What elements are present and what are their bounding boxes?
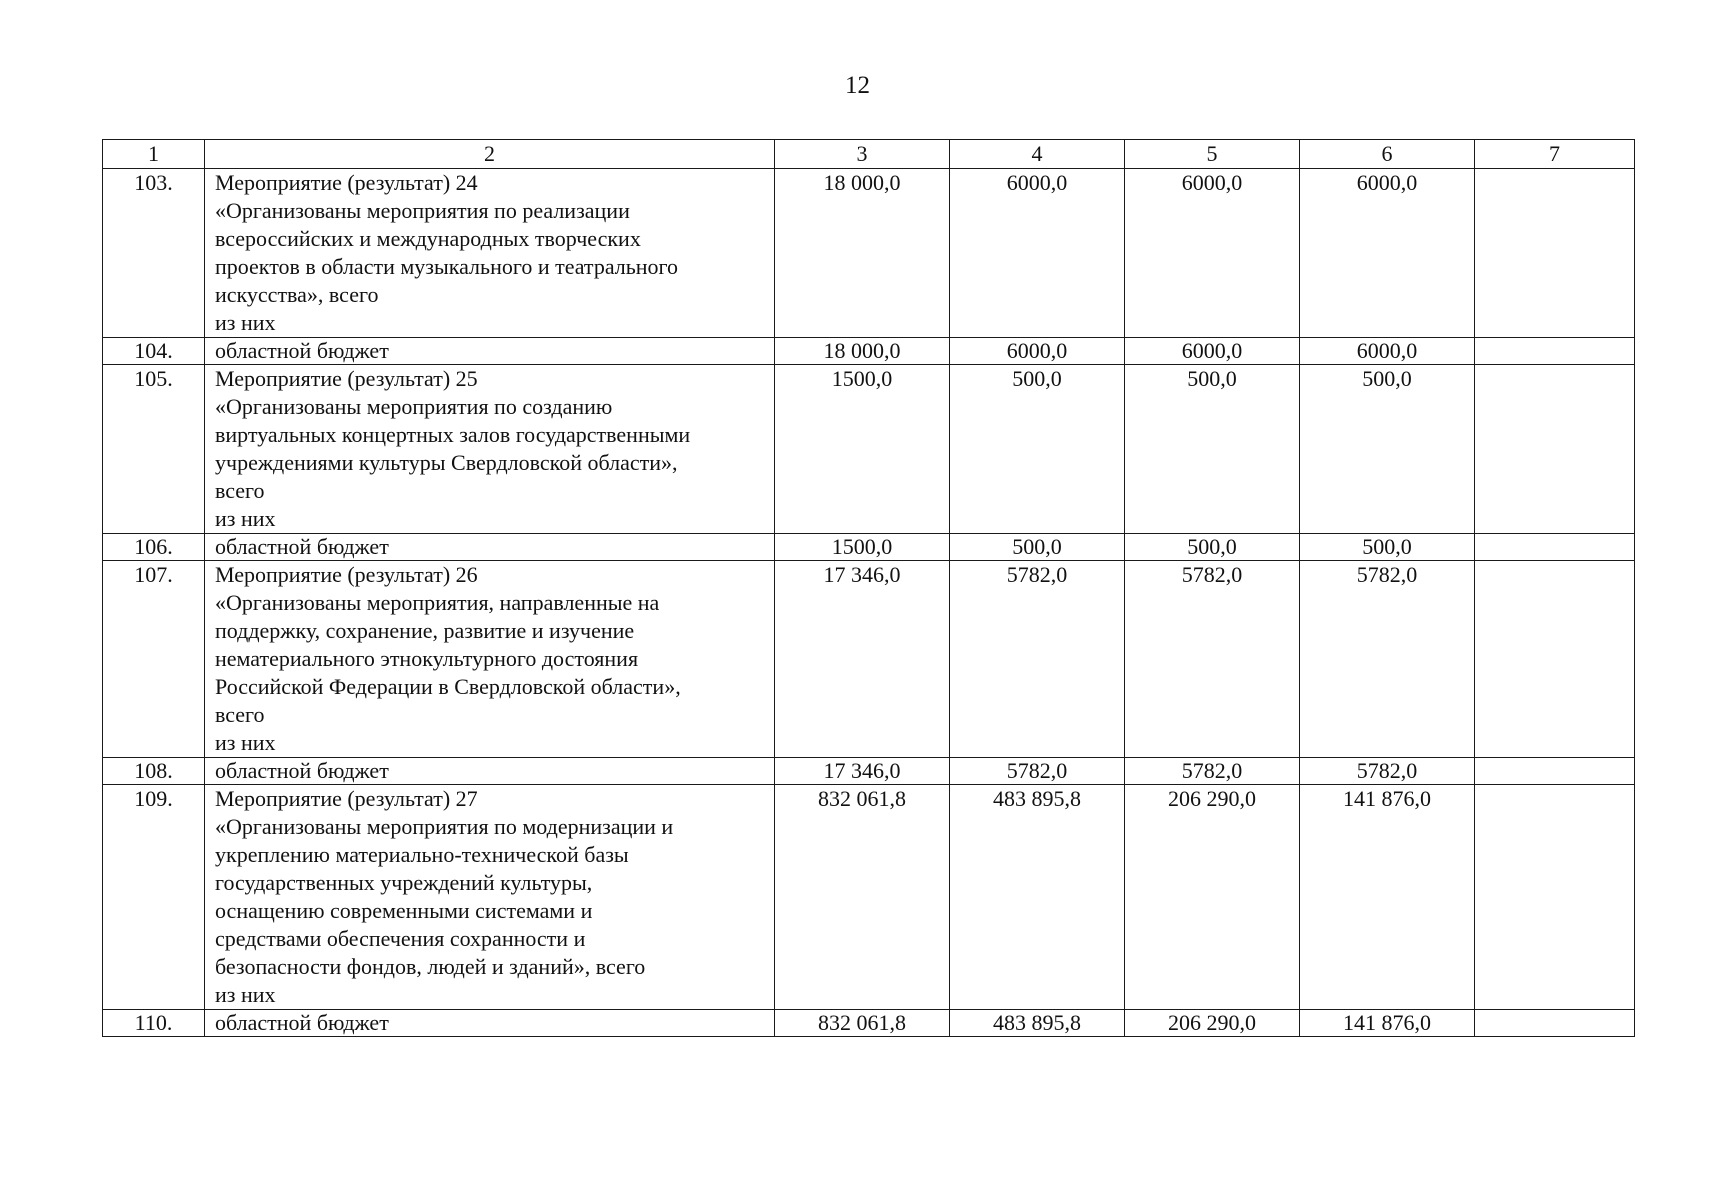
column-header: 4 xyxy=(950,140,1125,169)
column-header: 7 xyxy=(1475,140,1635,169)
description-line: Мероприятие (результат) 25 xyxy=(215,366,478,391)
value-cell-c5: 6000,0 xyxy=(1125,338,1300,365)
row-description xyxy=(205,365,775,534)
value-cell-c5: 6000,0 xyxy=(1125,169,1300,338)
value-cell-c7 xyxy=(1475,169,1635,338)
value-cell-c3: 1500,0 xyxy=(775,365,950,534)
value-cell-c6: 500,0 xyxy=(1300,534,1475,561)
row-number: 105. xyxy=(103,365,205,534)
value-cell-c7 xyxy=(1475,534,1635,561)
value-cell-c7 xyxy=(1475,561,1635,758)
description-line: укреплению материально-технической базы xyxy=(215,842,629,867)
value-cell-c4: 6000,0 xyxy=(950,338,1125,365)
value-cell-c6: 5782,0 xyxy=(1300,758,1475,785)
row-number: 103. xyxy=(103,169,205,338)
table-row xyxy=(103,561,1635,758)
value-cell-c6: 500,0 xyxy=(1300,365,1475,534)
description-line: безопасности фондов, людей и зданий», всего xyxy=(215,954,646,979)
table-row xyxy=(103,365,1635,534)
table-body xyxy=(103,169,1635,1037)
description-line: всего xyxy=(215,478,265,503)
column-header: 2 xyxy=(205,140,775,169)
description-line: «Организованы мероприятия по модернизации и xyxy=(215,814,674,839)
column-header: 3 xyxy=(775,140,950,169)
description-line: Мероприятие (результат) 27 xyxy=(215,786,478,811)
description-line: искусства», всего xyxy=(215,282,379,307)
value-cell-c7 xyxy=(1475,785,1635,1010)
description-line: проектов в области музыкального и театрального xyxy=(215,254,679,279)
row-number: 108. xyxy=(103,758,205,785)
value-cell-c5: 206 290,0 xyxy=(1125,785,1300,1010)
description-line: виртуальных концертных залов государственными xyxy=(215,422,691,447)
value-cell-c5: 5782,0 xyxy=(1125,758,1300,785)
value-cell-c7 xyxy=(1475,758,1635,785)
value-cell-c5: 206 290,0 xyxy=(1125,1010,1300,1037)
description-line: из них xyxy=(215,730,276,755)
table-row xyxy=(103,1010,1635,1037)
description-line: поддержку, сохранение, развитие и изучение xyxy=(215,618,635,643)
row-description xyxy=(205,338,775,365)
value-cell-c3: 832 061,8 xyxy=(775,1010,950,1037)
row-description xyxy=(205,758,775,785)
description-line: Мероприятие (результат) 24 xyxy=(215,170,478,195)
description-line: всероссийских и международных творческих xyxy=(215,226,641,251)
row-number: 104. xyxy=(103,338,205,365)
value-cell-c4: 483 895,8 xyxy=(950,1010,1125,1037)
page-number: 12 xyxy=(845,72,870,99)
table-row xyxy=(103,338,1635,365)
description-line: из них xyxy=(215,982,276,1007)
description-line: из них xyxy=(215,310,276,335)
value-cell-c3: 18 000,0 xyxy=(775,338,950,365)
description-line: оснащению современными системами и xyxy=(215,898,593,923)
description-line: из них xyxy=(215,506,276,531)
value-cell-c7 xyxy=(1475,1010,1635,1037)
value-cell-c3: 18 000,0 xyxy=(775,169,950,338)
value-cell-c4: 483 895,8 xyxy=(950,785,1125,1010)
value-cell-c3: 17 346,0 xyxy=(775,561,950,758)
value-cell-c5: 500,0 xyxy=(1125,534,1300,561)
value-cell-c4: 6000,0 xyxy=(950,169,1125,338)
row-description xyxy=(205,561,775,758)
value-cell-c4: 500,0 xyxy=(950,365,1125,534)
value-cell-c3: 17 346,0 xyxy=(775,758,950,785)
description-line: «Организованы мероприятия по реализации xyxy=(215,198,630,223)
value-cell-c7 xyxy=(1475,338,1635,365)
column-header-row xyxy=(103,140,1635,169)
value-cell-c5: 500,0 xyxy=(1125,365,1300,534)
value-cell-c6: 6000,0 xyxy=(1300,338,1475,365)
value-cell-c6: 141 876,0 xyxy=(1300,1010,1475,1037)
table-row xyxy=(103,534,1635,561)
row-number: 109. xyxy=(103,785,205,1010)
table-row xyxy=(103,169,1635,338)
column-header: 5 xyxy=(1125,140,1300,169)
row-description xyxy=(205,1010,775,1037)
table-row xyxy=(103,785,1635,1010)
value-cell-c4: 500,0 xyxy=(950,534,1125,561)
value-cell-c4: 5782,0 xyxy=(950,758,1125,785)
row-number: 110. xyxy=(103,1010,205,1037)
row-description xyxy=(205,169,775,338)
row-description xyxy=(205,785,775,1010)
row-number: 107. xyxy=(103,561,205,758)
column-header: 1 xyxy=(103,140,205,169)
row-description xyxy=(205,534,775,561)
description-line: всего xyxy=(215,702,265,727)
value-cell-c6: 6000,0 xyxy=(1300,169,1475,338)
description-line: средствами обеспечения сохранности и xyxy=(215,926,586,951)
description-line: учреждениями культуры Свердловской области», xyxy=(215,450,678,475)
description-line: областной бюджет xyxy=(215,338,389,363)
value-cell-c6: 141 876,0 xyxy=(1300,785,1475,1010)
description-line: областной бюджет xyxy=(215,1010,389,1035)
description-line: Российской Федерации в Свердловской области», xyxy=(215,674,681,699)
description-line: нематериального этнокультурного достояния xyxy=(215,646,639,671)
value-cell-c3: 1500,0 xyxy=(775,534,950,561)
budget-table xyxy=(102,139,1635,1037)
description-line: областной бюджет xyxy=(215,758,389,783)
description-line: государственных учреждений культуры, xyxy=(215,870,593,895)
value-cell-c3: 832 061,8 xyxy=(775,785,950,1010)
value-cell-c5: 5782,0 xyxy=(1125,561,1300,758)
description-line: Мероприятие (результат) 26 xyxy=(215,562,478,587)
column-header: 6 xyxy=(1300,140,1475,169)
value-cell-c4: 5782,0 xyxy=(950,561,1125,758)
description-line: «Организованы мероприятия по созданию xyxy=(215,394,613,419)
row-number: 106. xyxy=(103,534,205,561)
value-cell-c7 xyxy=(1475,365,1635,534)
table-row xyxy=(103,758,1635,785)
description-line: областной бюджет xyxy=(215,534,389,559)
description-line: «Организованы мероприятия, направленные на xyxy=(215,590,660,615)
value-cell-c6: 5782,0 xyxy=(1300,561,1475,758)
